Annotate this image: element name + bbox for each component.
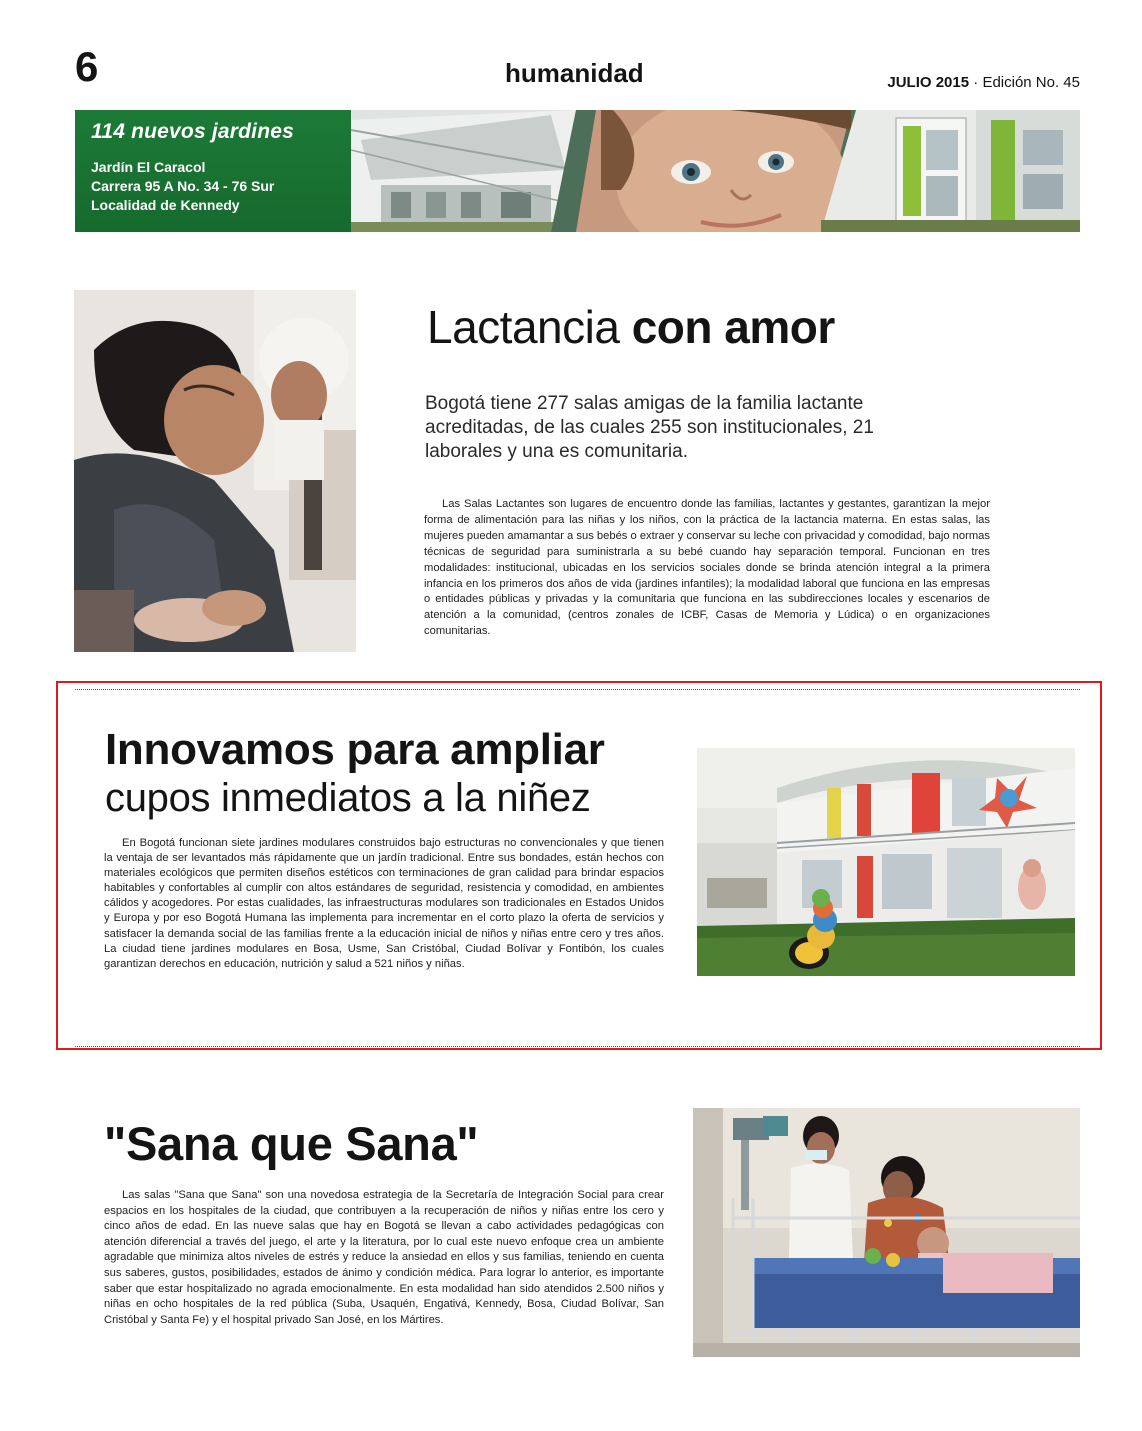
article-title-sana-que-sana: "Sana que Sana" (104, 1117, 479, 1170)
dotted-divider-bottom (75, 1046, 1080, 1047)
banner-address: Carrera 95 A No. 34 - 76 Sur (91, 178, 275, 194)
breastfeeding-photo (74, 290, 356, 652)
article-body: Las Salas Lactantes son lugares de encuentro donde las familias, lactantes y gestantes, garantizan la mejor forma de alimentación para las niñas y los niños, con la práctica de la lactancia materna. En estas salas, las mujeres pueden amamantar a sus bebés o extraer y conservar su leche con privacidad y comodidad, bajo normas técnicas de seguridad para suministrarla a su bebé cuando hay separación temporal. Funcionan en tres modalidades: institucional, ubicadas en los servicios sociales donde se brinda atención integral a la primera infancia en los primeros dos años de vida (jardines infantiles); la modalidad laboral que funciona en las empresas o entidades públicas y privadas y la comunitaria que funciona en las subdirecciones locales y escenarios de atención a la comunidad, (centros zonales de ICBF, Casas de Memoria y Lúdica) o en organizaciones comunitarias. (424, 498, 990, 638)
edition-number: Edición No. 45 (982, 74, 1080, 91)
article-lead: Bogotá tiene 277 salas amigas de la familia lactante acreditadas, de las cuales 255 son institucionales, 21 laborales y una es comunitaria. (425, 393, 874, 462)
banner (75, 110, 1080, 232)
banner-title: 114 nuevos jardines (91, 120, 295, 143)
article-body: En Bogotá funcionan siete jardines modulares construidos bajo estructuras no convencionales y que tienen la ventaja de ser levantados más rápidamente que un jardín tradicional. Entre sus bondades, están hechos con materiales ecológicos que permiten diseños estéticos con terminaciones de gran calidad para brindar espacios habitables y confortables al cumplir con altos estándares de seguridad, resistencia y comodidad, en ambientes cálidos y acogedores. Por estas cualidades, las infraestructuras modulares son tradicionales en Estados Unidos y Europa y por eso Bogotá Humana las implementa para incrementar en el corto plazo la oferta de servicios y satisfacer la demanda social de las familias frente a la educación inicial de niños y niñas entre cero y tres años. La ciudad tiene jardines modulares en Bosa, Usme, San Cristóbal, Ciudad Bolívar y Fontibón, los cuales garantizan derechos en educación, nutrición y salud a 521 niños y niñas. (104, 837, 664, 970)
modular-kindergarten-photo (697, 748, 1075, 976)
page-number: 6 (75, 43, 99, 90)
article-title-bold: con amor (631, 301, 835, 353)
edition-separator: · (973, 74, 979, 91)
banner-locality: Localidad de Kennedy (91, 197, 240, 213)
dotted-divider-top (75, 689, 1080, 690)
article-title-lactancia (427, 301, 835, 353)
banner-photo-collage (351, 110, 1080, 232)
issue-date: JULIO 2015 (887, 74, 970, 91)
banner-location-name: Jardín El Caracol (91, 159, 206, 175)
article-title-light: Lactancia (427, 301, 620, 353)
article-subtitle: cupos inmediatos a la niñez (105, 776, 591, 820)
banner-text (91, 120, 294, 215)
edition-info (887, 75, 1080, 90)
hospital-room-photo (693, 1108, 1080, 1357)
section-name: humanidad (505, 58, 644, 88)
article-body: Las salas "Sana que Sana" son una novedosa estrategia de la Secretaría de Integración Social para crear espacios en los hospitales de la ciudad, que contribuyen a la recuperación de niños y niñas entre los cero y cinco años de edad. En las nueve salas que hay en Bogotá se llevan a cabo actividades pedagógicas con atención diferencial a través del juego, el arte y la literatura, por lo cual este nuevo enfoque crea un ambiente agradable que minimiza altos niveles de estrés y reduce la ansiedad en ellos y sus familias, teniendo en cuenta sus saberes, gustos, posibilidades, estados de ánimo y condición médica. Para lograr lo anterior, es importante saber que estar hospitalizado no agrada emocionalmente. En esta modalidad han sido atendidos 2.500 niños y niñas en ocho hospitales de la red pública (Suba, Usaquén, Engativá, Kennedy, Bosa, Ciudad Bolívar, San Cristóbal y Santa Fe) y el hospital privado San José, en los Mártires. (104, 1189, 664, 1326)
article-title-innovamos: Innovamos para ampliar (105, 725, 605, 774)
